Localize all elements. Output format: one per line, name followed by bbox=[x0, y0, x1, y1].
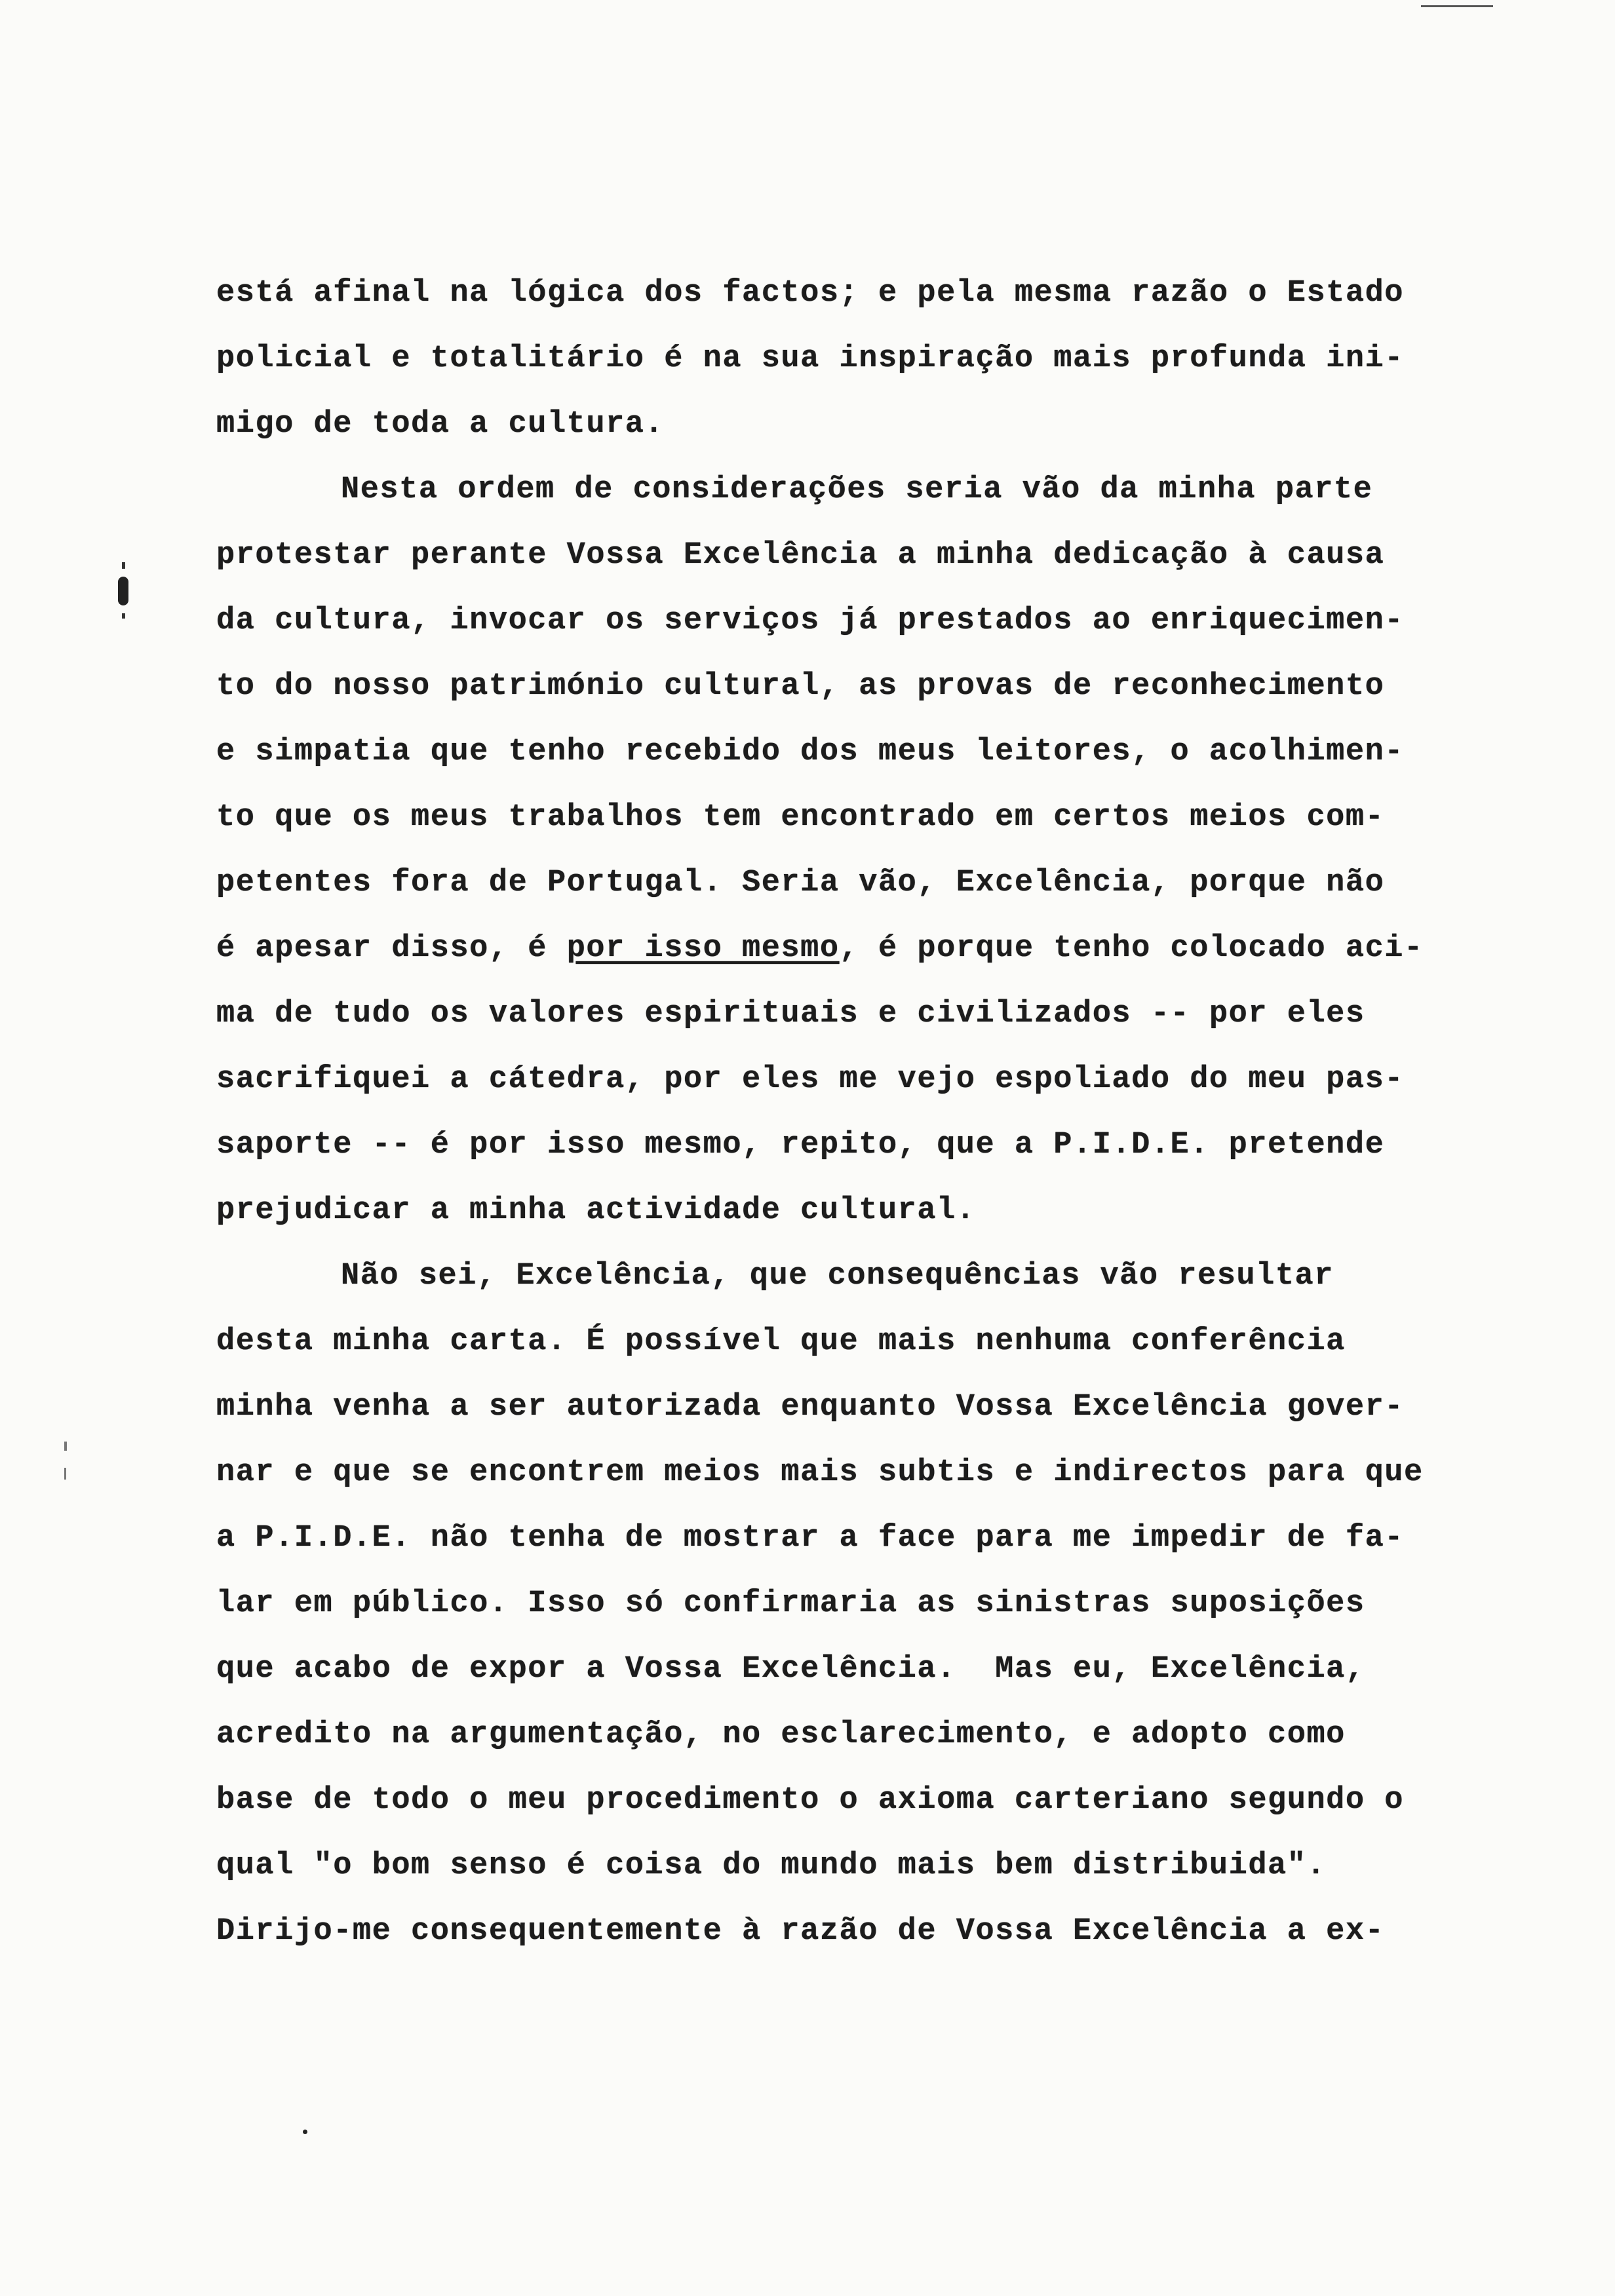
text-line: minha venha a ser autorizada enquanto Vossa Excelência gover- bbox=[216, 1390, 1404, 1425]
text-line: saporte -- é por isso mesmo, repito, que a P.I.D.E. pretende bbox=[216, 1128, 1385, 1162]
paragraph-start-line: Não sei, Excelência, que consequências vão resultar bbox=[341, 1259, 1334, 1293]
text-line: nar e que se encontrem meios mais subtis e indirectos para que bbox=[216, 1455, 1424, 1490]
punch-hole-mark bbox=[122, 613, 125, 619]
text-line: que acabo de expor a Vossa Excelência. Mas eu, Excelência, bbox=[216, 1652, 1365, 1687]
text-line: Dirijo-me consequentemente à razão de Vossa Excelência a ex- bbox=[216, 1914, 1385, 1949]
text-line: desta minha carta. É possível que mais nenhuma conferência bbox=[216, 1324, 1346, 1359]
margin-mark bbox=[64, 1468, 66, 1480]
text-segment: , é porque tenho colocado aci- bbox=[839, 931, 1424, 966]
text-line: e simpatia que tenho recebido dos meus leitores, o acolhimen- bbox=[216, 735, 1404, 769]
letter-body bbox=[216, 261, 1514, 1964]
text-line: lar em público. Isso só confirmaria as sinistras suposições bbox=[216, 1586, 1365, 1621]
text-line: da cultura, invocar os serviços já prestados ao enriquecimen- bbox=[216, 603, 1404, 638]
text-line: petentes fora de Portugal. Seria vão, Excelência, porque não bbox=[216, 866, 1385, 900]
text-segment: é apesar disso, é bbox=[216, 931, 567, 966]
text-line: policial e totalitário é na sua inspiração mais profunda ini- bbox=[216, 341, 1404, 376]
text-line: protestar perante Vossa Excelência a minha dedicação à causa bbox=[216, 538, 1385, 573]
punch-hole-mark bbox=[122, 562, 125, 569]
text-line: to que os meus trabalhos tem encontrado em certos meios com- bbox=[216, 800, 1385, 835]
punch-hole-mark bbox=[118, 577, 128, 605]
paragraph-start-line: Nesta ordem de considerações seria vão da minha parte bbox=[341, 472, 1373, 507]
text-line: está afinal na lógica dos factos; e pela mesma razão o Estado bbox=[216, 276, 1404, 311]
text-line: a P.I.D.E. não tenha de mostrar a face para me impedir de fa- bbox=[216, 1521, 1404, 1556]
text-line: base de todo o meu procedimento o axioma carteriano segundo o bbox=[216, 1783, 1404, 1818]
text-line: qual "o bom senso é coisa do mundo mais bem distribuida". bbox=[216, 1848, 1327, 1883]
corner-rule bbox=[1421, 5, 1493, 7]
text-line: migo de toda a cultura. bbox=[216, 407, 665, 442]
text-line: prejudicar a minha actividade cultural. bbox=[216, 1193, 976, 1228]
text-line: acredito na argumentação, no esclarecimento, e adopto como bbox=[216, 1717, 1346, 1752]
text-line: to do nosso património cultural, as provas de reconhecimento bbox=[216, 669, 1385, 704]
margin-mark bbox=[64, 1442, 67, 1451]
text-line: ma de tudo os valores espirituais e civilizados -- por eles bbox=[216, 997, 1365, 1031]
text-line-with-underline bbox=[216, 916, 1514, 982]
ink-speck bbox=[303, 2130, 307, 2134]
underlined-phrase: por isso mesmo bbox=[566, 931, 840, 966]
text-line: sacrifiquei a cátedra, por eles me vejo espoliado do meu pas- bbox=[216, 1062, 1404, 1097]
